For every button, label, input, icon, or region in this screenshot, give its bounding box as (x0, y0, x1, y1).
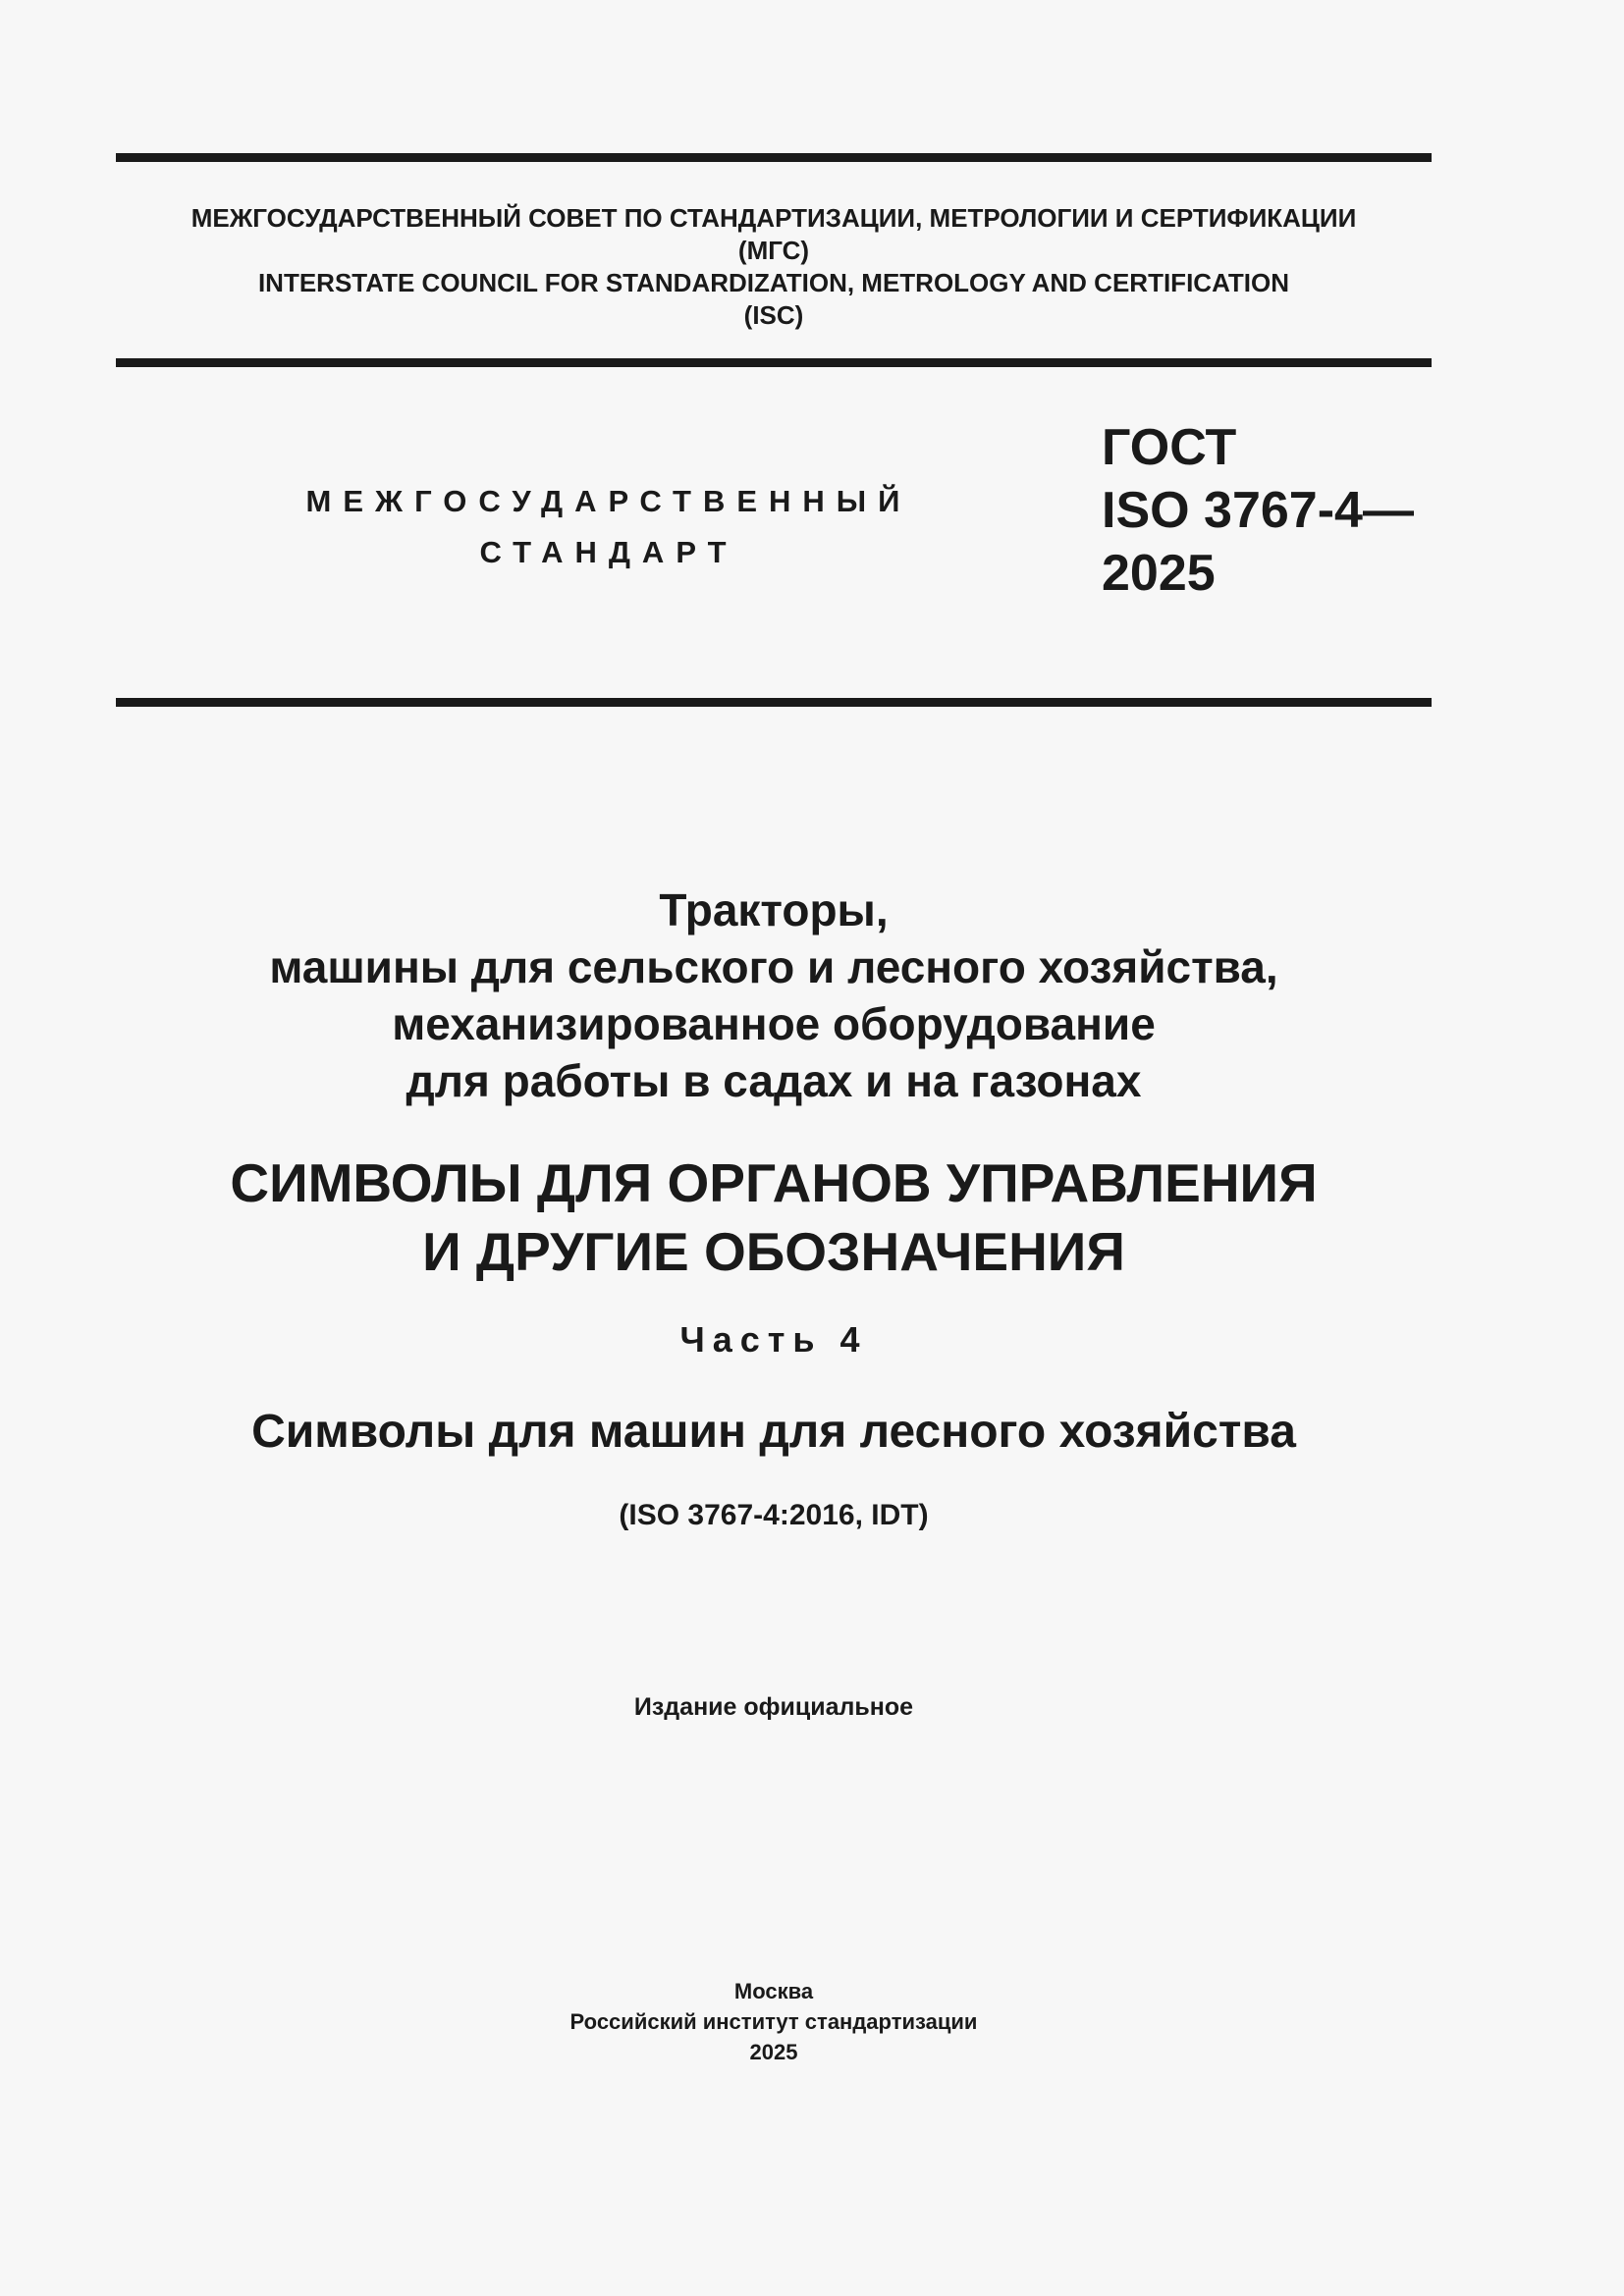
council-name-en: INTERSTATE COUNCIL FOR STANDARDIZATION, METROLOGY AND CERTIFICATION (257, 268, 1290, 297)
council-abbr-ru: (МГС) (737, 236, 810, 265)
edition-label: Издание официальное (633, 1693, 914, 1721)
document-title-caps (116, 1148, 1432, 1286)
title-line4: для работы в садах и на газонах (406, 1055, 1142, 1106)
designation-line3: 2025 (1102, 545, 1216, 602)
document-title (116, 881, 1432, 1109)
standard-type-line1: МЕЖГОСУДАРСТВЕННЫЙ (305, 484, 912, 518)
standard-type-label (295, 476, 923, 578)
title-line3: механизированное оборудование (392, 998, 1156, 1049)
iso-reference: (ISO 3767-4:2016, IDT) (619, 1499, 929, 1531)
standard-designation (1102, 416, 1414, 605)
council-abbr-en: (ISC) (743, 300, 804, 330)
designation-line1: ГОСТ (1102, 419, 1237, 476)
publisher-city: Москва (733, 1979, 814, 2003)
publisher-block (116, 1976, 1432, 2067)
header-bottom-rule (116, 698, 1432, 707)
designation-line2: ISO 3767-4— (1102, 482, 1414, 539)
title-line1: Тракторы, (659, 884, 889, 935)
part-number: Часть 4 (679, 1319, 868, 1360)
council-name-ru: МЕЖГОСУДАРСТВЕННЫЙ СОВЕТ ПО СТАНДАРТИЗАЦИИ, МЕТРОЛОГИИ И СЕРТИФИКАЦИИ (190, 203, 1357, 233)
publisher-year: 2025 (749, 2040, 798, 2064)
council-bottom-rule (116, 358, 1432, 367)
title-caps-line1: СИМВОЛЫ ДЛЯ ОРГАНОВ УПРАВЛЕНИЯ (230, 1152, 1318, 1213)
standard-type-line2: СТАНДАРТ (479, 535, 738, 569)
publisher-name: Российский институт стандартизации (569, 2009, 978, 2034)
part-subtitle: Символы для машин для лесного хозяйства (251, 1406, 1296, 1458)
council-header (116, 202, 1432, 332)
top-rule (116, 153, 1432, 162)
title-line2: машины для сельского и лесного хозяйства, (269, 941, 1278, 992)
title-caps-line2: И ДРУГИЕ ОБОЗНАЧЕНИЯ (422, 1221, 1125, 1282)
